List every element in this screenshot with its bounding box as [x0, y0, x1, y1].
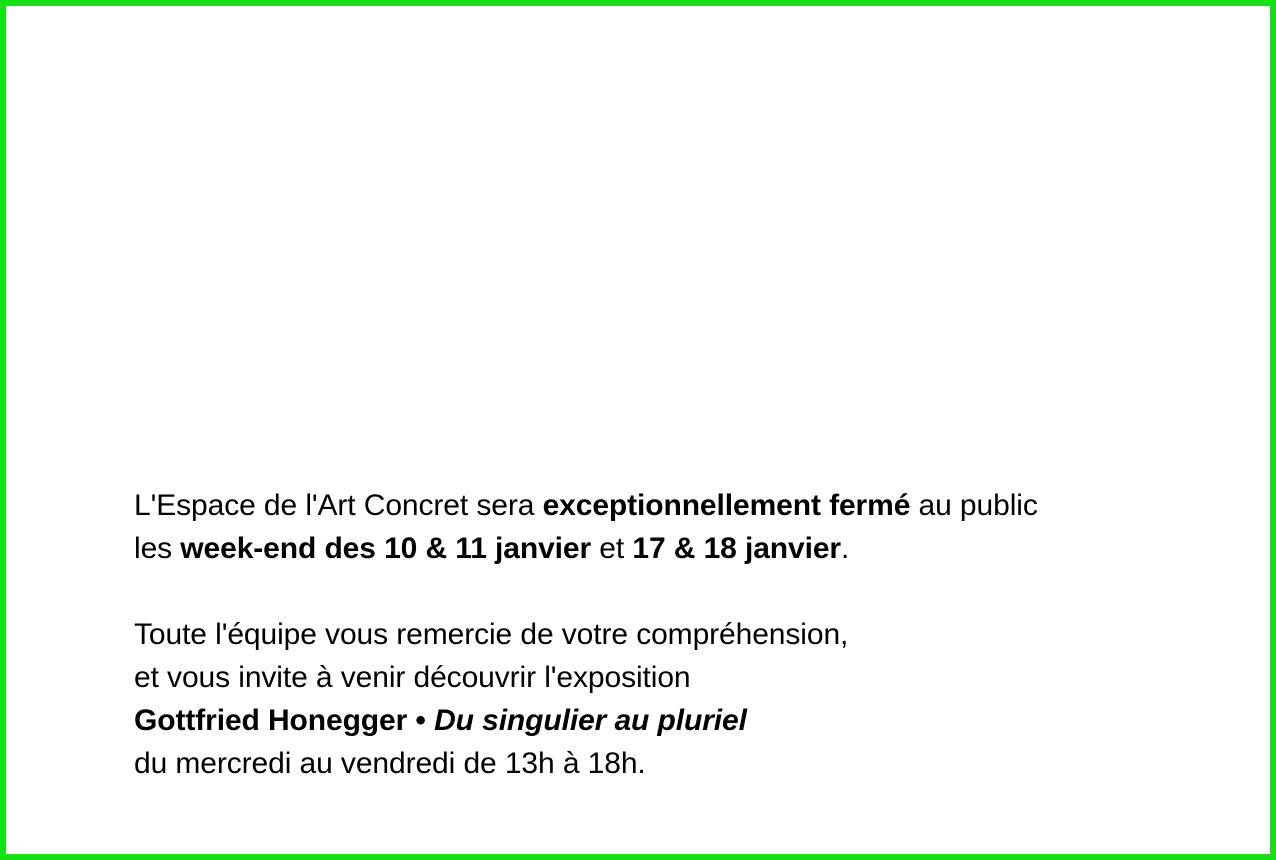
invitation-line-2: et vous invite à venir découvrir l'exposition	[134, 661, 691, 694]
closure-paragraph	[134, 484, 1230, 570]
closure-notice	[134, 484, 1230, 785]
closure-text-1b: au public	[910, 489, 1038, 522]
exhibition-artist-name: Gottfried Honegger •	[134, 704, 435, 737]
closure-dates-first-weekend: week-end des 10 & 11 janvier	[180, 532, 592, 565]
opening-hours-line: du mercredi au vendredi de 13h à 18h.	[134, 747, 646, 780]
closure-line-2	[134, 527, 1230, 570]
invitation-paragraph	[134, 613, 1230, 785]
exhibition-title: Du singulier au pluriel	[434, 704, 747, 737]
exhibition-title-line	[134, 699, 1230, 742]
closure-line-1	[134, 484, 1230, 527]
closure-text-2b: et	[591, 532, 633, 565]
invitation-line-1: Toute l'équipe vous remercie de votre compréhension,	[134, 618, 849, 651]
closure-text-1a: L'Espace de l'Art Concret sera	[134, 489, 543, 522]
closure-emphasis-closed: exceptionnellement fermé	[542, 489, 911, 522]
closure-text-2c: .	[841, 532, 850, 565]
closure-dates-second-weekend: 17 & 18 janvier	[632, 532, 841, 565]
closure-text-2a: les	[134, 532, 181, 565]
